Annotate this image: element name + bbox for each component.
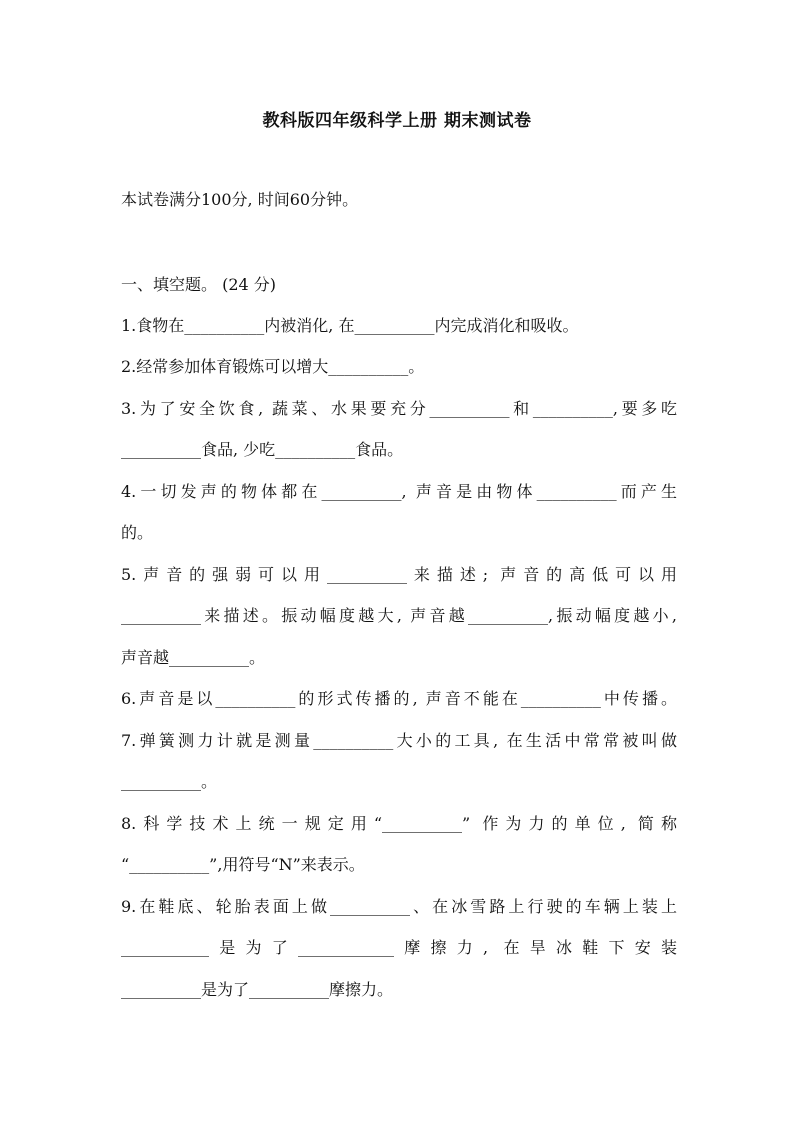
question-2-line-1: 2.经常参加体育锻炼可以增大__________。 xyxy=(121,357,425,376)
question-3-line-1: 3.为了安全饮食, 蔬菜、水果要充分__________和__________,要多吃 xyxy=(121,399,677,418)
question-9-line-2: ___________是为了____________摩擦力, 在旱冰鞋下安装 xyxy=(121,938,677,957)
section-heading: 一、填空题。 (24 分) xyxy=(121,275,277,294)
question-8-line-2: “__________”,用符号“N”来表示。 xyxy=(121,855,365,874)
question-4-line-2: 的。 xyxy=(121,523,154,542)
question-9-line-3: __________是为了__________摩擦力。 xyxy=(121,980,394,999)
exam-intro: 本试卷满分100分, 时间60分钟。 xyxy=(121,190,359,209)
question-4-line-1: 4.一切发声的物体都在__________, 声音是由物体__________而产生 xyxy=(121,482,677,501)
question-8-line-1: 8.科学技术上统一规定用“__________” 作为力的单位, 简称 xyxy=(121,814,677,833)
question-9-line-1: 9.在鞋底、轮胎表面上做__________、在冰雪路上行驶的车辆上装上 xyxy=(121,897,677,916)
question-1-line-1: 1.食物在__________内被消化, 在__________内完成消化和吸收。 xyxy=(121,316,579,335)
exam-title: 教科版四年级科学上册 期末测试卷 xyxy=(262,111,532,131)
question-6-line-1: 6.声音是以__________的形式传播的, 声音不能在__________中传播。 xyxy=(121,689,677,708)
question-3-line-2: __________食品, 少吃__________食品。 xyxy=(121,440,404,459)
question-5-line-3: 声音越__________。 xyxy=(121,648,266,667)
question-7-line-2: __________。 xyxy=(121,772,218,791)
question-5-line-1: 5.声音的强弱可以用__________来描述; 声音的高低可以用 xyxy=(121,565,677,584)
question-7-line-1: 7.弹簧测力计就是测量__________大小的工具, 在生活中常常被叫做 xyxy=(121,731,677,750)
question-5-line-2: __________来描述。振动幅度越大, 声音越__________,振动幅度越小, xyxy=(121,606,677,625)
